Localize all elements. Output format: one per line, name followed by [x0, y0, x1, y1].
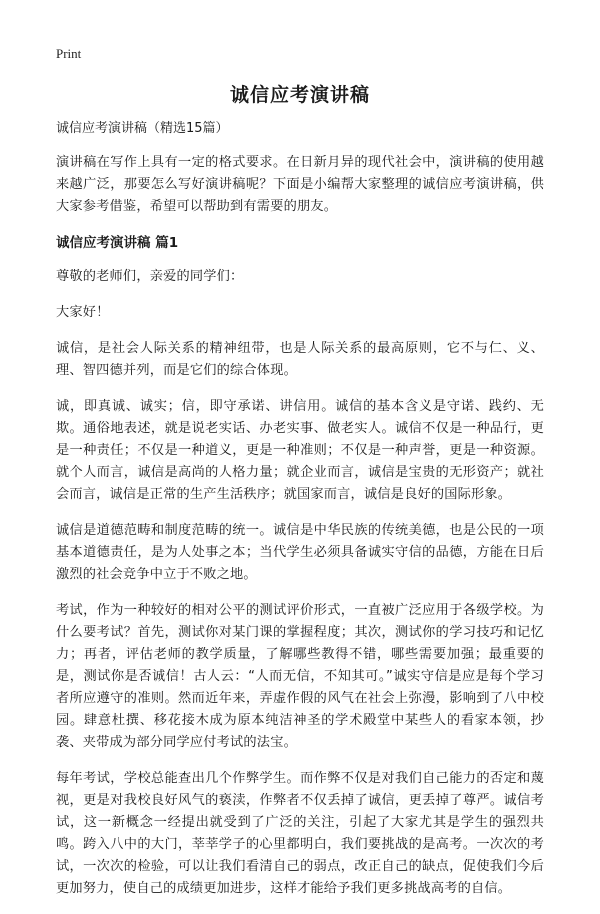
document-subtitle: 诚信应考演讲稿（精选15篇）: [56, 121, 229, 136]
intro-paragraph: 演讲稿在写作上具有一定的格式要求。在日新月异的现代社会中，演讲稿的使用越来越广泛，那要怎么写好演讲稿呢？下面是小编帮大家整理的诚信应考演讲稿，供大家参考借鉴，希望可以帮助到有需要的朋友。: [56, 155, 544, 214]
body-paragraph: 诚，即真诚、诚实；信，即守承诺、讲信用。诚信的基本含义是守诺、践约、无欺。通俗地表述，就是说老实话、办老实事、做老实人。诚信不仅是一种品行，更是一种责任；不仅是一种道义，更是一种准则；不仅是一种声誉，更是一种资源。就个人而言，诚信是高尚的人格力量；就企业而言，诚信是宝贵的无形资产；就社会而言，诚信是正常的生产生活秩序；就国家而言，诚信是良好的国际形象。: [56, 399, 544, 502]
greeting-paragraph: 大家好！: [56, 305, 110, 320]
page-title: 诚信应考演讲稿: [229, 84, 370, 106]
document-body: [56, 118, 544, 914]
print-link[interactable]: Print: [56, 46, 82, 61]
body-paragraph: 每年考试，学校总能查出几个作弊学生。而作弊不仅是对我们自己能力的否定和蔑视，更是对我校良好风气的亵渎，作弊者不仅丢掉了诚信，更丢掉了尊严。诚信考试，这一新概念一经提出就受到了广泛的关注，引起了大家尤其是学生的强烈共鸣。跨入八中的大门，莘莘学子的心里都明白，我们要挑战的是高考。一次次的考试，一次次的检验，可以让我们看清自己的弱点，改正自己的缺点，促使我们今后更加努力，使自己的成绩更加进步，这样才能给予我们更多挑战高考的自信。: [56, 771, 544, 896]
body-paragraph: 考试，作为一种较好的相对公平的测试评价形式，一直被广泛应用于各级学校。为什么要考试？首先，测试你对某门课的掌握程度；其次，测试你的学习技巧和记忆力；再者，评估老师的教学质量，了解哪些教得不错，哪些需要加强；最重要的是，测试你是否诚信！古人云：“人而无信，不知其可。”诚实守信是应是每个学习者所应遵守的准则。然而近年来，弄虚作假的风气在社会上弥漫，影响到了八中校园。肆意杜撰、移花接木成为原本纯洁神圣的学术殿堂中某些人的看家本领，抄袭、夹带成为部分同学应付考试的法宝。: [56, 603, 544, 750]
salutation-paragraph: 尊敬的老师们，亲爱的同学们：: [56, 269, 244, 284]
section-heading: 诚信应考演讲稿 篇1: [56, 235, 179, 251]
body-paragraph: 诚信，是社会人际关系的精神纽带，也是人际关系的最高原则，它不与仁、义、理、智四德并列，而是它们的综合体现。: [56, 341, 544, 378]
body-paragraph: 诚信是道德范畴和制度范畴的统一。诚信是中华民族的传统美德，也是公民的一项基本道德责任，是为人处事之本；当代学生必须具备诚实守信的品德，方能在日后激烈的社会竞争中立于不败之地。: [56, 523, 544, 582]
